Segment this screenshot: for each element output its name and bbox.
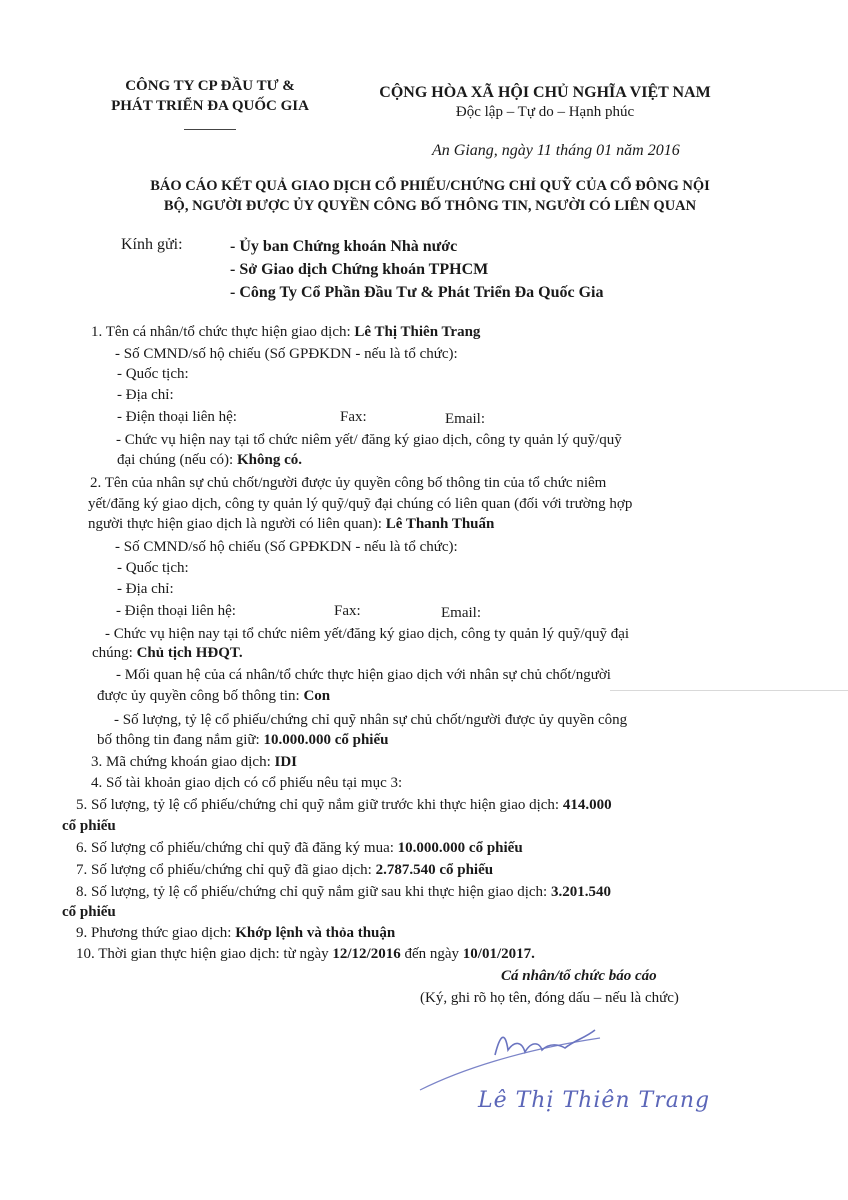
s2-phone: - Điện thoại liên hệ: (116, 603, 236, 619)
company-name-line2: PHÁT TRIỂN ĐA QUỐC GIA (111, 98, 309, 114)
s1-position-label: đại chúng (nếu có): (117, 452, 234, 468)
s2-position-value: Chủ tịch HĐQT. (136, 645, 243, 661)
s2-position-line1: - Chức vụ hiện nay tại tổ chức niêm yết/đăng ký giao dịch, công ty quản lý quỹ/quỹ đại (105, 626, 630, 642)
item7-value: 2.787.540 cổ phiếu (375, 862, 494, 878)
s1-fax: Fax: (340, 409, 367, 425)
item7-label: 7. Số lượng cổ phiếu/chứng chỉ quỹ đã giao dịch: (76, 862, 372, 878)
company-underline (184, 129, 236, 130)
s2-relation-line1: - Mối quan hệ của cá nhân/tổ chức thực hiện giao dịch với nhân sự chủ chốt/người (116, 667, 611, 683)
item5 (76, 797, 612, 814)
item7 (76, 862, 493, 879)
item3-label: 3. Mã chứng khoán giao dịch: (91, 754, 271, 770)
s2-line3 (88, 516, 494, 533)
item10-mid: đến ngày (404, 946, 460, 962)
s2-name-label: người thực hiện giao dịch là người có liên quan): (88, 516, 382, 532)
item8-value: 3.201.540 (550, 884, 611, 900)
s2-position-line2 (92, 645, 243, 662)
s2-holding-line1: - Số lượng, tỷ lệ cổ phiếu/chứng chỉ quỹ nhân sự chủ chốt/người được ủy quyền công (114, 712, 628, 728)
handwritten-name: Lê Thị Thiên Trang (478, 1088, 711, 1113)
report-title-line1: BÁO CÁO KẾT QUẢ GIAO DỊCH CỔ PHIẾU/CHỨNG CHỈ QUỸ CỦA CỔ ĐÔNG NỘI (150, 178, 710, 194)
item8 (76, 884, 611, 901)
s1-position-line1: - Chức vụ hiện nay tại tổ chức niêm yết/ đăng ký giao dịch, công ty quản lý quỹ/quỹ (116, 432, 622, 448)
item9-label: 9. Phương thức giao dịch: (76, 925, 232, 941)
s1-nationality: - Quốc tịch: (117, 366, 189, 382)
item10-to: 10/01/2017. (462, 946, 535, 962)
item10-label: 10. Thời gian thực hiện giao dịch: từ ngày (76, 946, 329, 962)
s2-line1: 2. Tên của nhân sự chủ chốt/người được ủy quyền công bố thông tin của tổ chức niêm (90, 475, 607, 491)
item6-value: 10.000.000 cổ phiếu (397, 840, 523, 856)
item10 (76, 946, 535, 963)
item8-label: 8. Số lượng, tỷ lệ cổ phiếu/chứng chỉ quỹ nắm giữ sau khi thực hiện giao dịch: (76, 884, 548, 900)
s2-id-line: - Số CMND/số hộ chiếu (Số GPĐKDN - nếu là tổ chức): (115, 539, 458, 555)
item8-value-cont: cổ phiếu (62, 904, 116, 920)
signature-title: Cá nhân/tổ chức báo cáo (501, 968, 657, 984)
item5-label: 5. Số lượng, tỷ lệ cổ phiếu/chứng chỉ quỹ nắm giữ trước khi thực hiện giao dịch: (76, 797, 560, 813)
company-name-line1: CÔNG TY CP ĐẦU TƯ & (125, 78, 295, 94)
s1-email: Email: (445, 411, 485, 427)
signature-image (400, 1010, 630, 1100)
recipient-item: - Công Ty Cổ Phần Đầu Tư & Phát Triển Đa Quốc Gia (230, 284, 604, 301)
item6-label: 6. Số lượng cổ phiếu/chứng chỉ quỹ đã đăng ký mua: (76, 840, 394, 856)
s1-address: - Địa chỉ: (117, 387, 174, 403)
s2-relation-label: được ủy quyền công bố thông tin: (97, 688, 300, 704)
s1-name-label: 1. Tên cá nhân/tổ chức thực hiện giao dịch: (91, 324, 351, 340)
s1-phone: - Điện thoại liên hệ: (117, 409, 237, 425)
item9-value: Khớp lệnh và thỏa thuận (235, 925, 396, 941)
s1-name-line (91, 324, 480, 341)
item6 (76, 840, 523, 857)
date-line: An Giang, ngày 11 tháng 01 năm 2016 (432, 142, 680, 159)
report-title-line2: BỘ, NGƯỜI ĐƯỢC ỦY QUYỀN CÔNG BỐ THÔNG TIN, NGƯỜI CÓ LIÊN QUAN (163, 198, 697, 214)
item3-value: IDI (274, 754, 298, 770)
s2-holding-value: 10.000.000 cổ phiếu (263, 732, 389, 748)
s2-position-label: chúng: (92, 645, 133, 661)
page-fold-line (610, 690, 848, 691)
s1-position-line2 (117, 452, 302, 469)
item4: 4. Số tài khoản giao dịch có cổ phiếu nêu tại mục 3: (91, 775, 403, 791)
item10-from: 12/12/2016 (332, 946, 401, 962)
republic-title: CỘNG HÒA XÃ HỘI CHỦ NGHĨA VIỆT NAM (379, 84, 711, 101)
s2-nationality: - Quốc tịch: (117, 560, 189, 576)
s2-address: - Địa chỉ: (117, 581, 174, 597)
s2-line2: yết/đăng ký giao dịch, công ty quản lý quỹ/quỹ đại chúng có liên quan (đối với trường hợp (88, 496, 633, 512)
item9 (76, 925, 395, 942)
s2-holding-line2 (97, 732, 388, 749)
s1-name-value: Lê Thị Thiên Trang (354, 324, 481, 340)
s2-name-value: Lê Thanh Thuấn (385, 516, 495, 532)
motto: Độc lập – Tự do – Hạnh phúc (455, 104, 635, 120)
signature-note: (Ký, ghi rõ họ tên, đóng dấu – nếu là chức) (420, 990, 679, 1006)
s2-relation-value: Con (303, 688, 331, 704)
item5-value-cont: cổ phiếu (62, 818, 116, 834)
s2-fax: Fax: (334, 603, 361, 619)
recipients-label: Kính gửi: (121, 236, 183, 253)
s2-holding-label: bố thông tin đang nắm giữ: (97, 732, 260, 748)
recipient-item: - Sở Giao dịch Chứng khoán TPHCM (230, 261, 489, 278)
s2-relation-line2 (97, 688, 330, 705)
item5-value: 414.000 (562, 797, 612, 813)
s2-email: Email: (441, 605, 481, 621)
s1-position-value: Không có. (236, 452, 302, 468)
item3 (91, 754, 297, 771)
recipient-item: - Ủy ban Chứng khoán Nhà nước (230, 238, 458, 255)
s1-id-line: - Số CMND/số hộ chiếu (Số GPĐKDN - nếu là tổ chức): (115, 346, 458, 362)
